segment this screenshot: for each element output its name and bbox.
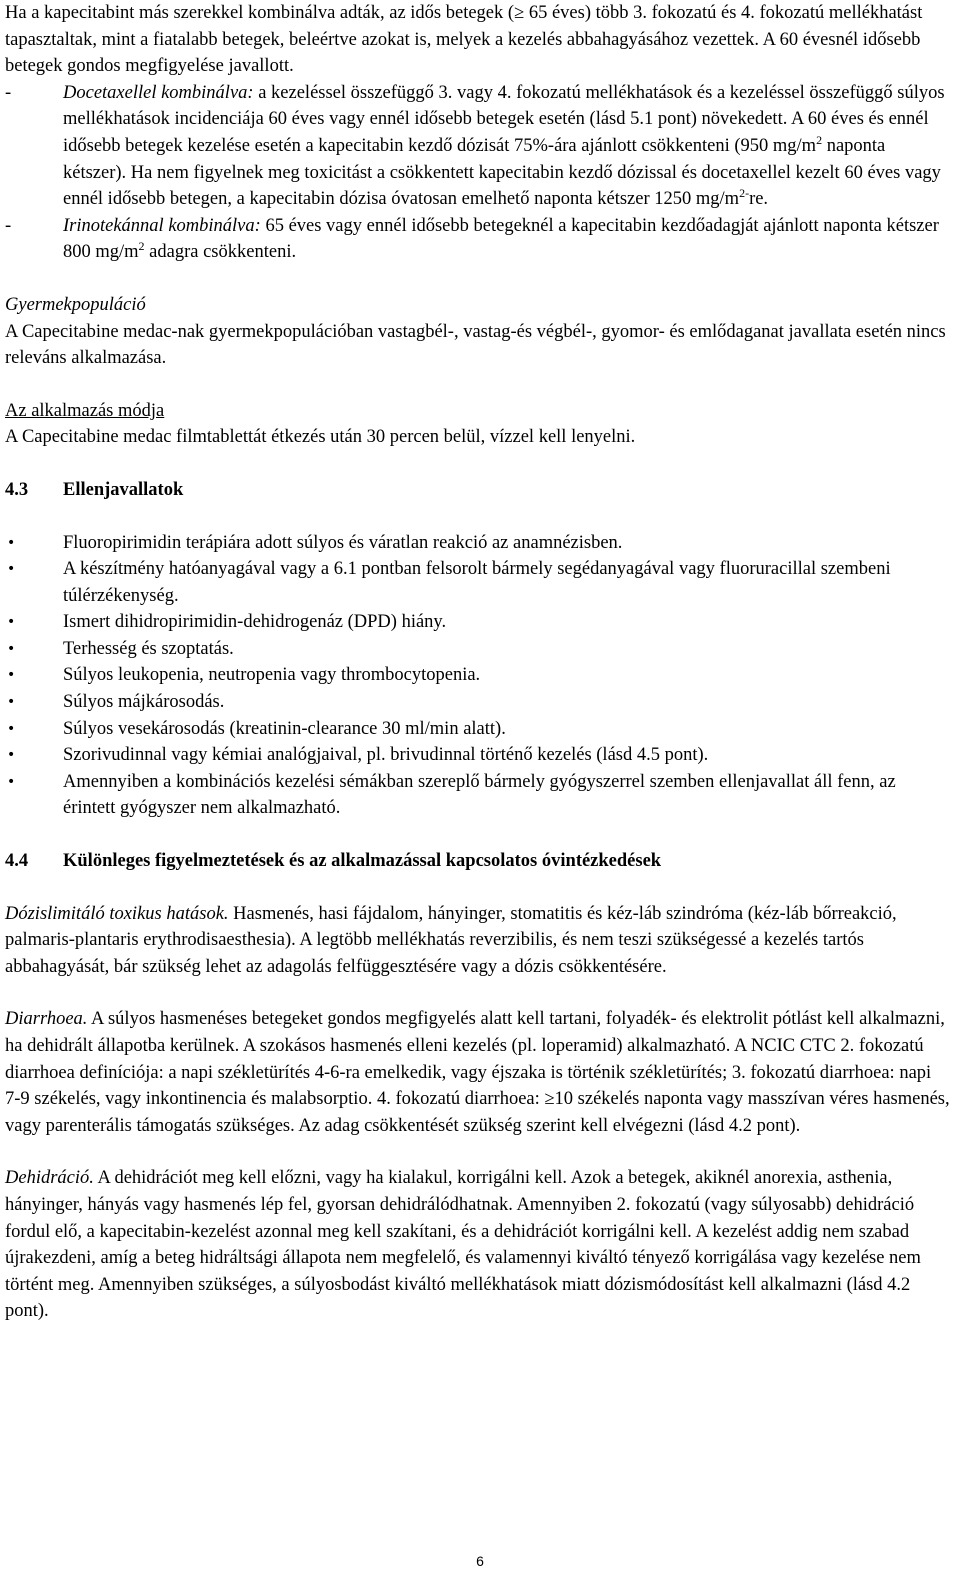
dose-limiting-label: Dózislimitáló toxikus hatások. bbox=[5, 903, 229, 924]
list-item: • Ismert dihidropirimidin-dehidrogenáz (DPD) hiány. bbox=[5, 609, 950, 636]
list-item: • Amennyiben a kombinációs kezelési sémákban szereplő bármely gyógyszerrel szemben ellenjavallat áll fenn, az érintett gyógyszer nem alkalmazható. bbox=[5, 769, 950, 822]
docetaxel-sup-1: 2 bbox=[816, 132, 823, 147]
administration-heading: Az alkalmazás módja bbox=[5, 400, 165, 421]
irinotecan-item bbox=[5, 213, 950, 266]
list-item: • A készítmény hatóanyagával vagy a 6.1 pontban felsorolt bármely segédanyagával vagy fluoruracillal szembeni túlérzékenység. bbox=[5, 556, 950, 609]
bullet-icon: • bbox=[7, 773, 16, 790]
bullet-icon: • bbox=[7, 534, 16, 551]
bullet-icon: • bbox=[7, 747, 16, 764]
docetaxel-text-3: re. bbox=[749, 189, 769, 210]
pediatric-text: A Capecitabine medac-nak gyermekpopulációban vastagbél-, vastag-és végbél-, gyomor- és emlődaganat javallata esetén nincs releváns alkalmazása. bbox=[5, 321, 946, 369]
list-item: • Súlyos vesekárosodás (kreatinin-clearance 30 ml/min alatt). bbox=[5, 716, 950, 743]
irinotecan-text-1: 65 éves vagy ennél idősebb betegeknél a kapecitabin kezdőadagját ajánlott naponta kétszer 800 mg/m bbox=[63, 215, 939, 263]
dehydration-paragraph: Dehidráció. A dehidrációt meg kell előzni, vagy ha kialakul, korrigálni kell. Azok a betegek, akiknél anorexia, asthenia, hányinger, hányás vagy hasmenés lép fel, gyorsan dehidrálódhatnak. Amennyiben 2. fokozatú (vagy súlyosabb) dehidráció fordul elő, a kapecitabin-kezelést azonnal meg kell szakítani, és a dehidrációt korrigálni kell. A kezelést addig nem szabad újrakezdeni, amíg a beteg hidráltsági állapota nem megfelelő, és valamennyi kiváltó tényező korrigálása vagy kezelése nem történt meg. Amennyiben szükséges, a súlyosbodást kiváltó mellékhatások miatt dózismódosítást kell alkalmazni (lásd 4.2 pont). bbox=[5, 1168, 921, 1322]
bullet-icon: • bbox=[7, 614, 16, 631]
list-item: • Szorivudinnal vagy kémiai analógjaival, pl. brivudinnal történő kezelés (lásd 4.5 pont). bbox=[5, 742, 950, 769]
docetaxel-text-1: a kezeléssel összefüggő 3. vagy 4. fokozatú mellékhatások és a kezeléssel összefüggő súlyos mellékhatások incidenciája 60 éves vagy ennél idősebb betegek esetén (lásd 5.1 pont) növekedett. A 60 éves és ennél idősebb betegek kezelése esetén a kapecitabin kezdő dózisát 75%-ára ajánlott csökkenteni (950 mg/m bbox=[63, 82, 945, 156]
docetaxel-label: Docetaxellel kombinálva: bbox=[63, 82, 254, 103]
section-title: Különleges figyelmeztetések és az alkalmazással kapcsolatos óvintézkedések bbox=[63, 851, 662, 872]
list-item: • Súlyos májkárosodás. bbox=[5, 689, 950, 716]
bullet-icon: • bbox=[7, 561, 16, 578]
list-item: • Fluoropirimidin terápiára adott súlyos és váratlan reakció az anamnézisben. bbox=[5, 530, 950, 557]
list-item: • Terhesség és szoptatás. bbox=[5, 636, 950, 663]
list-item: • Súlyos leukopenia, neutropenia vagy thrombocytopenia. bbox=[5, 662, 950, 689]
docetaxel-item bbox=[5, 80, 950, 213]
diarrhoea-label: Diarrhoea. bbox=[5, 1009, 88, 1030]
dash-marker: - bbox=[5, 215, 12, 236]
irinotecan-sup-1: 2 bbox=[138, 239, 145, 254]
irinotecan-text-2: adagra csökkenteni. bbox=[144, 242, 297, 263]
document-page bbox=[5, 0, 950, 1325]
section-4-4-heading bbox=[5, 848, 950, 875]
elderly-combination-paragraph: Ha a kapecitabint más szerekkel kombinálva adták, az idős betegek (≥ 65 éves) több 3. fokozatú és 4. fokozatú mellékhatást tapasztaltak, mint a fiatalabb betegek, beleértve azokat is, melyek a kezelés abbahagyásához vezettek. A 60 évesnél idősebb betegek gondos megfigyelése javallott. bbox=[5, 3, 923, 77]
section-number: 4.4 bbox=[5, 851, 29, 872]
contraindications-list bbox=[5, 530, 950, 823]
pediatric-heading: Gyermekpopuláció bbox=[5, 294, 146, 315]
section-number: 4.3 bbox=[5, 479, 29, 500]
diarrhoea-paragraph: Diarrhoea. A súlyos hasmenéses betegeket gondos megfigyelés alatt kell tartani, folyadék- és elektrolit pótlást kell alkalmazni, ha dehidrált állapotba kerülnek. A szokásos hasmenés elleni kezelés (pl. loperamid) alkalmazható. A NCIC CTC 2. fokozatú diarrhoea definíciója: a napi székletürítés 4-6-ra emelkedik, vagy éjszaka is történik székletürítés; 3. fokozatú diarrhoea: napi 7-9 székelés, vagy inkontinencia és malabsorptio. 4. fokozatú diarrhoea: ≥10 székelés naponta vagy masszívan véres hasmenés, vagy parenterális támogatás szükséges. Az adag csökkentését szükség szerint kell elvégezni (lásd 4.2 pont). bbox=[5, 1009, 950, 1136]
docetaxel-text-2: naponta kétszer). Ha nem figyelnek meg toxicitást a csökkentett kapecitabin kezdő dózissal és docetaxellel kezelt 60 éves vagy ennél idősebb betegen, a kapecitabin dózisa óvatosan emelhető naponta kétszer 1250 mg/m bbox=[63, 135, 941, 210]
docetaxel-sup-2: 2- bbox=[739, 186, 750, 200]
bullet-icon: • bbox=[7, 667, 16, 684]
bullet-icon: • bbox=[7, 640, 16, 657]
section-title: Ellenjavallatok bbox=[63, 479, 184, 500]
bullet-icon: • bbox=[7, 694, 16, 711]
section-4-3-heading bbox=[5, 477, 950, 504]
bullet-icon: • bbox=[7, 720, 16, 737]
dash-marker: - bbox=[5, 82, 12, 103]
irinotecan-label: Irinotekánnal kombinálva: bbox=[63, 215, 261, 236]
administration-text: A Capecitabine medac filmtablettát étkezés után 30 percen belül, vízzel kell lenyelni. bbox=[5, 427, 636, 448]
dose-limiting-paragraph: Dózislimitáló toxikus hatások. Hasmenés, hasi fájdalom, hányinger, stomatitis és kéz-láb szindróma (kéz-láb bőrreakció, palmaris-plantaris erythrodisaesthesia). A legtöbb mellékhatás reverzibilis, és nem teszi szükségessé a kezelés tartós abbahagyását, bár szükség lehet az adagolás felfüggesztésére vagy a dózis csökkentésére. bbox=[5, 903, 897, 977]
page-number: 6 bbox=[476, 1553, 484, 1569]
dehydration-label: Dehidráció. bbox=[5, 1168, 94, 1189]
